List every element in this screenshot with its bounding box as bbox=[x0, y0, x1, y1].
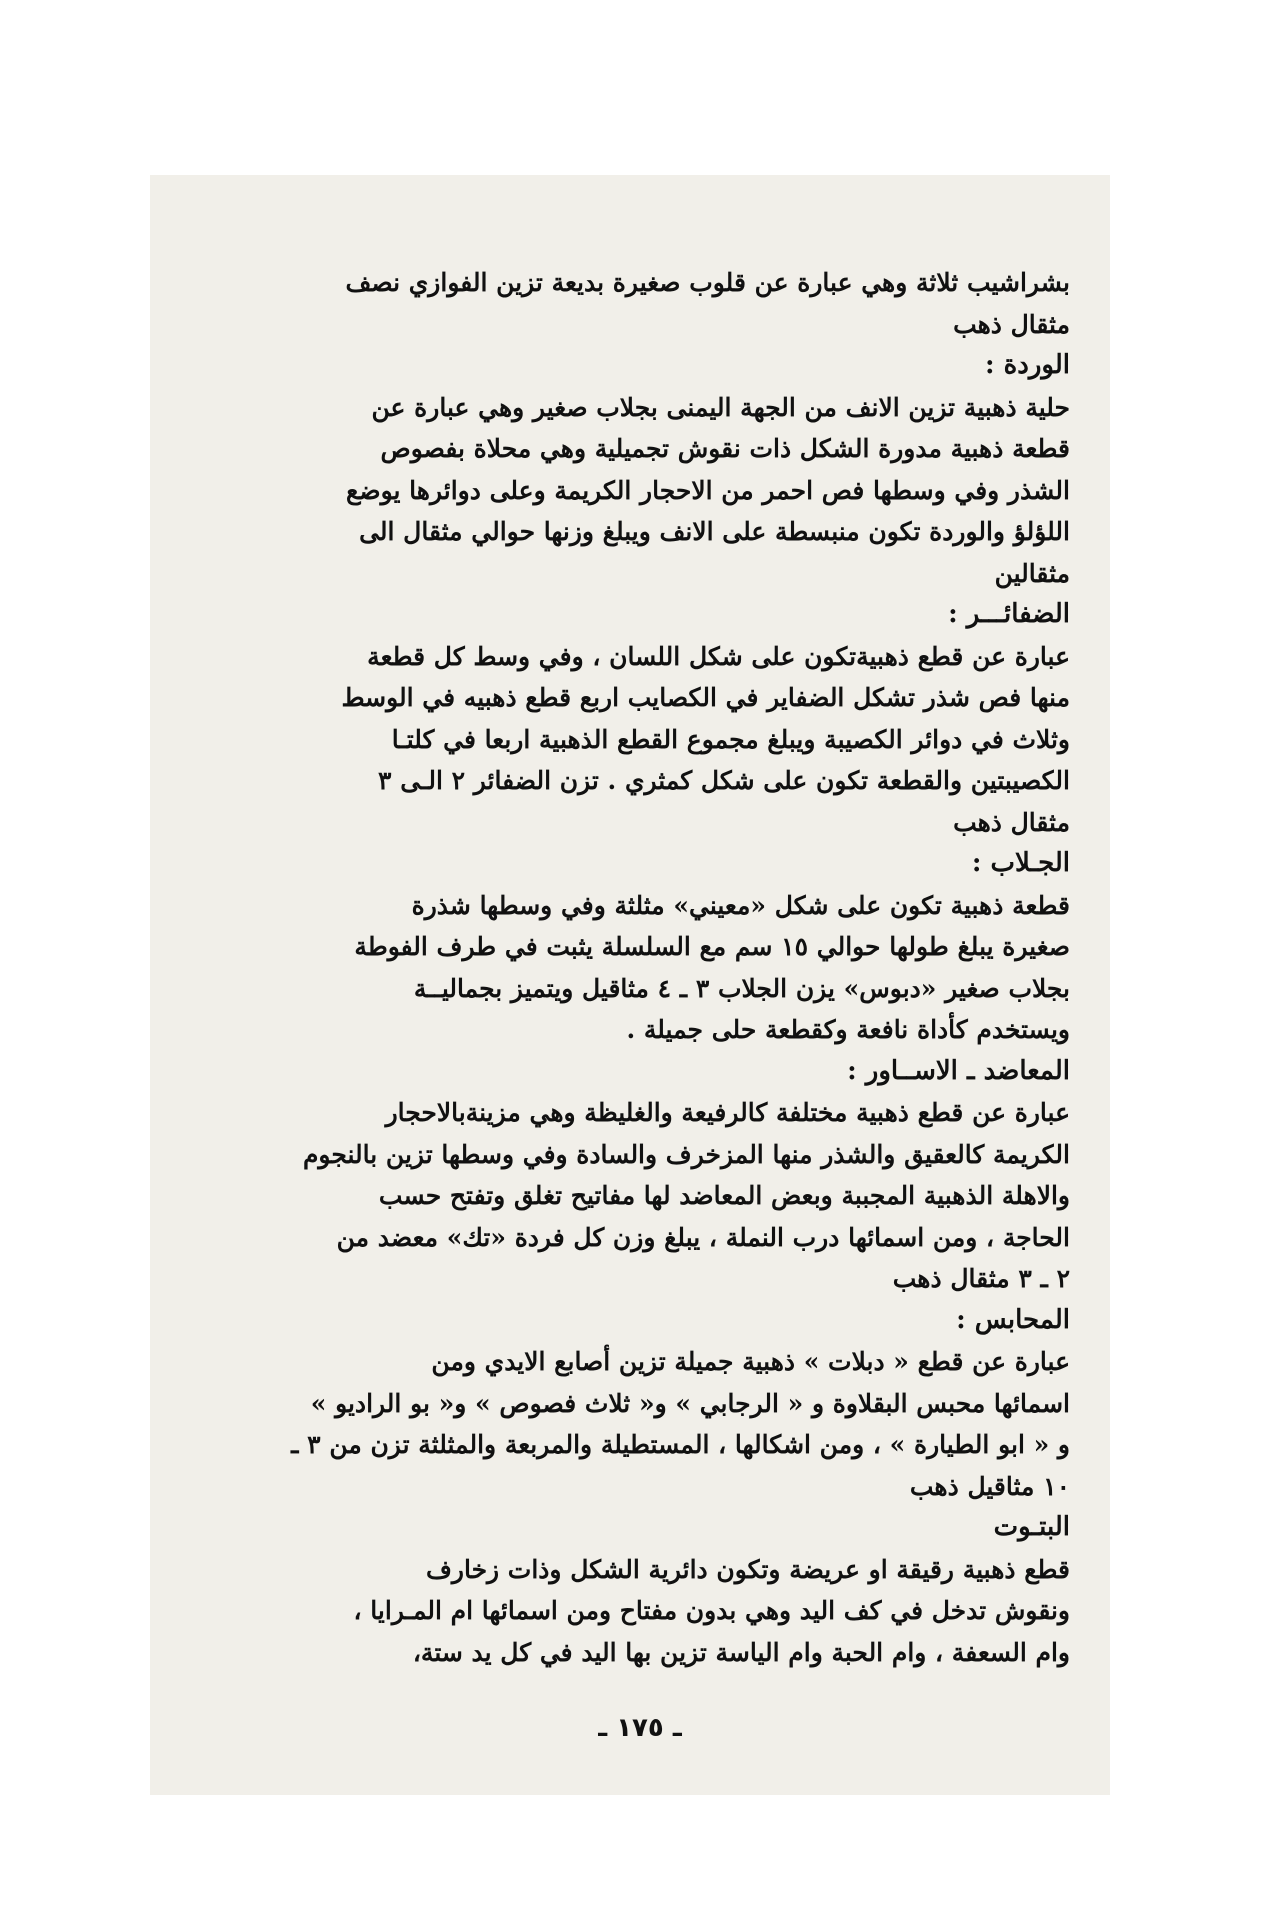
text-line: منها فص شذر تشكل الضفاير في الكصايب اربع قطع ذهبيه في الوسط bbox=[341, 683, 1070, 712]
section-heading: البتـوت bbox=[993, 1512, 1070, 1542]
text-line: ١٠ مثاقيل ذهب bbox=[909, 1471, 1070, 1501]
text-line: اسمائها محبس البقلاوة و « الرجابي » و« ثلاث فصوص » و« بو الراديو » bbox=[310, 1388, 1070, 1418]
text-line: بشراشيب ثلاثة وهي عبارة عن قلوب صغيرة بديعة تزين الفوازي نصف bbox=[345, 268, 1070, 297]
text-line: وثلاث في دوائر الكصيبة ويبلغ مجموع القطع الذهبية اربعا في كلتـا bbox=[391, 724, 1070, 754]
text-line: قطعة ذهبية مدورة الشكل ذات نقوش تجميلية وهي محلاة بفصوص bbox=[380, 434, 1070, 463]
section-heading: الضفائـــر : bbox=[948, 599, 1070, 629]
text-line: وام السعفة ، وام الحبة وام الياسة تزين بها اليد في كل يد ستة، bbox=[412, 1637, 1070, 1667]
text-line: مثقال ذهب bbox=[953, 309, 1070, 339]
section-heading: المحابس : bbox=[956, 1304, 1070, 1335]
text-line: اللؤلؤ والوردة تكون منبسطة على الانف ويبلغ وزنها حوالي مثقال الى bbox=[359, 517, 1070, 546]
section-heading: الوردة : bbox=[985, 350, 1070, 380]
text-line: الكصيبتين والقطعة تكون على شكل كمثري . تزن الضفائر ٢ الـى ٣ bbox=[378, 766, 1070, 795]
text-line: الكريمة كالعقيق والشذر منها المزخرف والسادة وفي وسطها تزين بالنجوم bbox=[302, 1139, 1070, 1169]
text-line: مثقال ذهب bbox=[953, 807, 1070, 837]
text-line: و « ابو الطيارة » ، ومن اشكالها ، المستطيلة والمربعة والمثلثة تزن من ٣ ـ bbox=[291, 1430, 1070, 1459]
text-line: عبارة عن قطع ذهبية مختلفة كالرفيعة والغليظة وهي مزينةبالاحجار bbox=[385, 1098, 1070, 1127]
text-line: حلية ذهبية تزين الانف من الجهة اليمنى بجلاب صغير وهي عبارة عن bbox=[371, 392, 1070, 422]
text-line: الحاجة ، ومن اسمائها درب النملة ، يبلغ وزن كل فردة «تك» معضد من bbox=[336, 1222, 1070, 1252]
text-line: صغيرة يبلغ طولها حوالي ١٥ سم مع السلسلة يثبت في طرف الفوطة bbox=[354, 932, 1070, 961]
text-line: ٢ ـ ٣ مثقال ذهب bbox=[892, 1264, 1070, 1293]
text-line: ويستخدم كأداة نافعة وكقطعة حلى جميلة . bbox=[626, 1015, 1070, 1044]
text-line: بجلاب صغير «دبوس» يزن الجلاب ٣ ـ ٤ مثاقيل ويتميز بجماليــة bbox=[413, 973, 1070, 1003]
text-line: قطع ذهبية رقيقة او عريضة وتكون دائرية الشكل وذات زخارف bbox=[425, 1554, 1070, 1584]
text-line: ونقوش تدخل في كف اليد وهي بدون مفتاح ومن اسمائها ام المـرايا ، bbox=[353, 1596, 1070, 1625]
section-heading: الجـلاب : bbox=[971, 848, 1070, 878]
text-line: عبارة عن قطع ذهبيةتكون على شكل اللسان ، وفي وسط كل قطعة bbox=[367, 641, 1070, 671]
text-line: قطعة ذهبية تكون على شكل «معيني» مثلثة وفي وسطها شذرة bbox=[411, 890, 1070, 920]
page-number: ـ ١٧٥ ـ bbox=[598, 1713, 682, 1743]
text-line: مثقالين bbox=[994, 558, 1070, 588]
page-body-text bbox=[200, 262, 1070, 1673]
text-line: الشذر وفي وسطها فص احمر من الاحجار الكريمة وعلى دوائرها يوضع bbox=[346, 475, 1070, 505]
text-line: والاهلة الذهبية المجببة وبعض المعاضد لها مفاتيح تغلق وتفتح حسب bbox=[378, 1181, 1070, 1210]
text-line: عبارة عن قطع « دبلات » ذهبية جميلة تزين أصابع الايدي ومن bbox=[431, 1347, 1070, 1376]
section-heading: المعاضد ـ الاســاور : bbox=[847, 1055, 1070, 1086]
